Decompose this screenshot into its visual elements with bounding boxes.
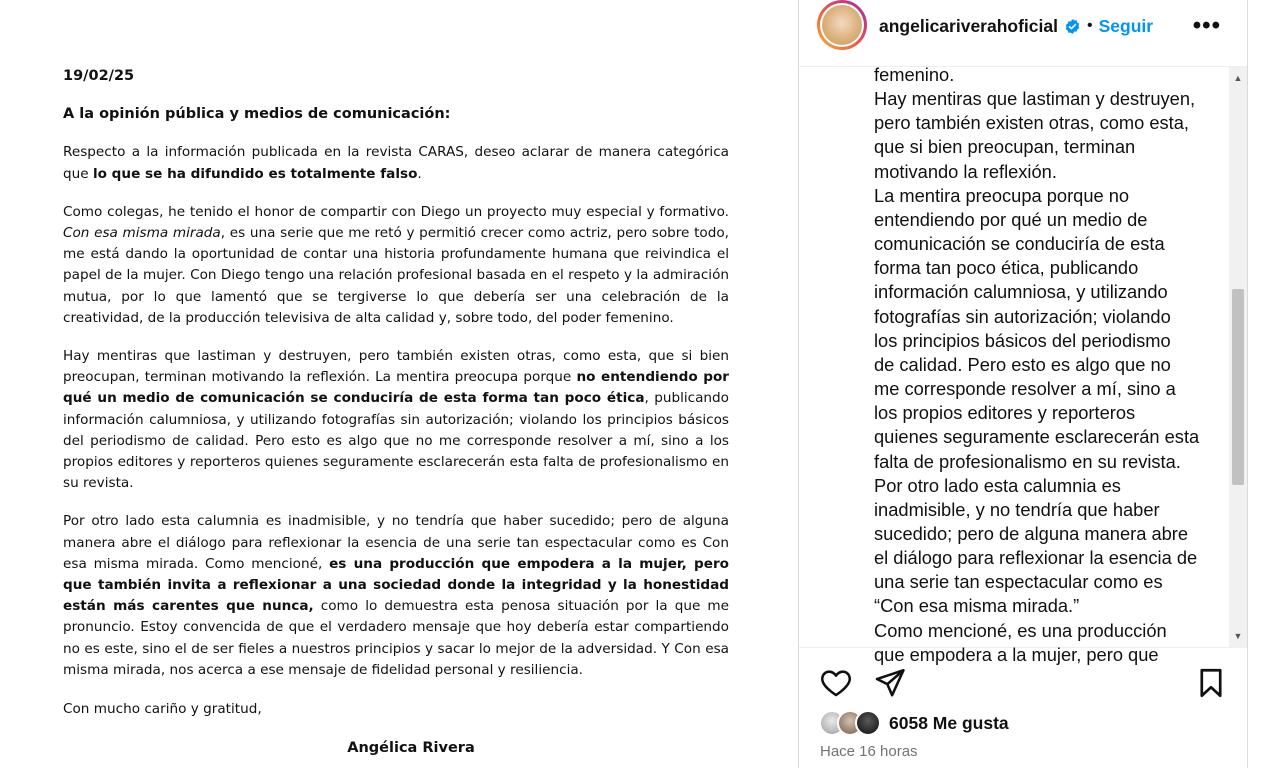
p1-bold: lo que se ha difundido es totalmente falso	[92, 165, 418, 182]
post-side-panel	[798, 0, 1248, 768]
document-paragraph-4	[63, 511, 729, 681]
p1-text: Respecto a la información publicada en la revista CARAS, deseo aclarar de manera categórica que	[63, 144, 729, 182]
post-timestamp[interactable]: Hace 16 horas	[820, 743, 918, 760]
caption-line: falta de profesionalismo en su revista.	[874, 450, 1181, 472]
caption-line: La mentira preocupa porque no	[874, 184, 1130, 206]
scroll-up-arrow-icon[interactable]: ▲	[1233, 73, 1243, 83]
caption-line: una serie tan espectacular como es	[874, 571, 1163, 593]
caption-line: información calumniosa, y utilizando	[874, 281, 1168, 303]
caption-line: quienes seguramente esclarecerán esta	[874, 426, 1200, 448]
scrollbar-thumb[interactable]	[1232, 289, 1244, 485]
username-link[interactable]: angelicariverahoficial	[879, 15, 1058, 36]
caption-line: motivando la reflexión.	[874, 160, 1057, 182]
avatar-photo	[822, 5, 862, 45]
p3-end: , publicando información calumniosa, y utilizando fotografías sin autorización; violando los principios básicos del periodismo de calidad. Pero esto es algo que no me corresponde resolver a mí, sino a los propios editores y reporteros quienes seguramente esclarecerán esta falta de profesionalismo en su revista.	[63, 390, 729, 492]
document-closing: Con mucho cariño y gratitud,	[63, 701, 262, 718]
p4-end: como lo demuestra esta penosa situación por la que me pronuncio. Estoy convencida de que el verdadero mensaje que hoy debería estar compartiendo no es este, sino el de ser fieles a nuestros principios y sacar lo mejor de la adversidad. Y Con esa misma mirada, nos acerca a ese mensaje de fidelidad personal y resiliencia.	[63, 598, 729, 678]
p4-bold: es una producción que empodera a la mujer, pero que también invita a reflexionar a una sociedad donde la integridad y la honestidad están más carentes que nunca,	[63, 555, 729, 615]
caption-line: comunicación se conduciría de esta	[874, 233, 1165, 255]
like-heart-icon[interactable]	[819, 666, 853, 700]
likes-count[interactable]: 6058 Me gusta	[889, 712, 1009, 733]
caption-line: me corresponde resolver a mí, sino a	[874, 378, 1176, 400]
p2-text: Como colegas, he tenido el honor de compartir con Diego un proyecto muy especial y formativo.	[63, 203, 729, 220]
document-body	[63, 66, 729, 759]
caption-line: Como mencioné, es una producción	[874, 619, 1167, 641]
avatar[interactable]	[817, 0, 867, 50]
caption-line: Hay mentiras que lastiman y destruyen,	[874, 88, 1196, 110]
caption-line: que si bien preocupan, terminan	[874, 136, 1136, 158]
caption-line: femenino.	[874, 64, 955, 85]
p3-bold: no entendiendo por qué un medio de comunicación se conduciría de esta forma tan poco ética	[63, 369, 730, 407]
scroll-down-arrow-icon[interactable]: ▼	[1233, 631, 1243, 641]
post-header	[799, 0, 1247, 52]
caption-line: los principios básicos del periodismo	[874, 329, 1171, 351]
caption-line: “Con esa misma mirada.”	[874, 595, 1080, 617]
caption-line: que empodera a la mujer, pero que	[874, 643, 1159, 665]
caption-line: inadmisible, y no tendría que haber	[874, 498, 1160, 520]
caption-line: Por otro lado esta calumnia es	[874, 474, 1121, 496]
caption-line: el diálogo para reflexionar la esencia de	[874, 547, 1198, 569]
p2-end: , es una serie que me retó y permitió crecer como actriz, pero sobre todo, me está dando la oportunidad de contar una historia profundamente humana que reivindica el papel de la mujer. Con Diego tengo una relación profesional basada en el respeto y la admiración mutua, por lo que lamentó que se tergiverse lo que debería ser una celebración de la creatividad, de la producción televisiva de alta calidad y, sobre todo, del poder femenino.	[63, 225, 729, 326]
caption-line: los propios editores y reporteros	[874, 402, 1136, 424]
scrollbar[interactable]	[1229, 67, 1247, 647]
document-date: 19/02/25	[63, 68, 135, 84]
document-paragraph-3	[63, 346, 729, 494]
likes-row	[819, 710, 1009, 736]
caption-line: de calidad. Pero esto es algo que no	[874, 353, 1171, 375]
document-paragraph-1	[63, 142, 729, 184]
save-bookmark-icon[interactable]	[1194, 666, 1228, 700]
document-paragraph-2	[63, 202, 729, 329]
document-signature: Angélica Rivera	[347, 740, 475, 757]
p4-text: Por otro lado esta calumnia es inadmisible, y no tendría que haber sucedido; pero de alguna manera abre el diálogo para reflexionar la esencia de una serie tan espectacular como es Con esa misma mirada. Como mencioné,	[63, 513, 729, 572]
caption-line: fotografías sin autorización; violando	[874, 305, 1171, 327]
verified-badge-icon	[1064, 18, 1081, 35]
more-options-icon[interactable]: •••	[1192, 12, 1221, 39]
caption-text	[874, 63, 1214, 667]
share-send-icon[interactable]	[873, 666, 907, 700]
follow-button[interactable]: Seguir	[1098, 15, 1154, 36]
liker-avatar	[855, 710, 881, 736]
caption-line: sucedido; pero de alguna manera abre	[874, 522, 1189, 544]
document-heading: A la opinión pública y medios de comunicación:	[63, 106, 451, 123]
p2-italic: Con esa misma mirada	[63, 225, 221, 242]
caption-line: entendiendo por qué un medio de	[874, 208, 1148, 230]
caption-scroll-area[interactable]	[799, 64, 1247, 665]
avatar-border	[820, 3, 864, 47]
post-actions	[799, 666, 1247, 706]
header-separator: •	[1086, 17, 1093, 34]
caption-line: pero también existen otras, como esta,	[874, 112, 1190, 134]
p3-text: Hay mentiras que lastiman y destruyen, pero también existen otras, como esta, que si bien preocupan, terminan motivando la reflexión. La mentira preocupa porque	[63, 348, 729, 386]
p1-end: .	[417, 165, 422, 182]
caption-line: forma tan poco ética, publicando	[874, 257, 1139, 279]
